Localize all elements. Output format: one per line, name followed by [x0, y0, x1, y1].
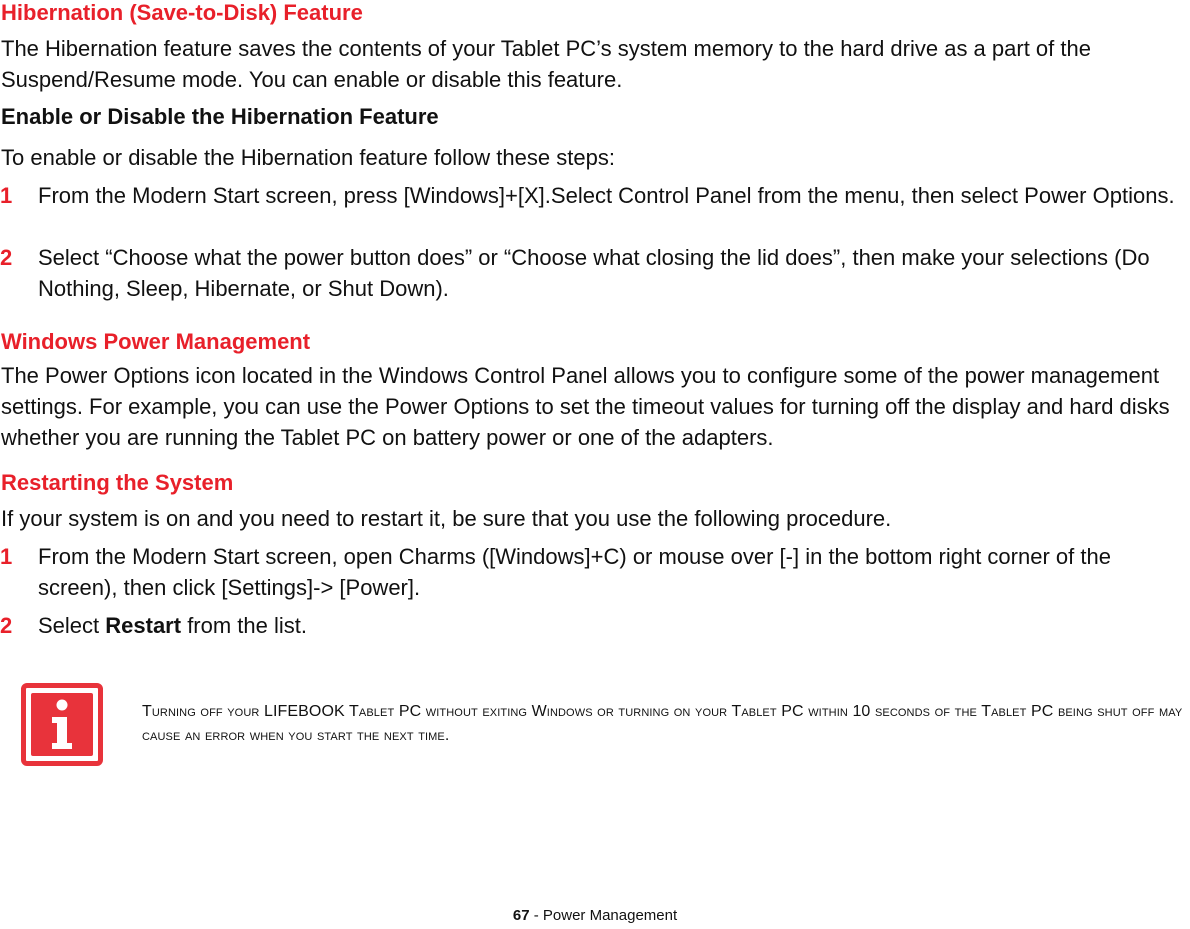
hibernation-intro: To enable or disable the Hibernation feature follow these steps:	[1, 145, 615, 170]
page-number: 67	[512, 907, 530, 924]
step-number: 1	[0, 183, 13, 208]
power-management-body: The Power Options icon located in the Windows Control Panel allows you to configure some of the power management settings. For example, you can use the Power Options to set the timeout values for turning off the display and hard disks whether you are running the Tablet PC on battery power or one of the adapters.	[1, 363, 1170, 450]
step-text-before: Select	[38, 613, 106, 638]
restarting-heading: Restarting the System	[1, 470, 234, 495]
hibernation-step-2	[0, 242, 1188, 304]
page-footer	[0, 906, 1190, 926]
hibernation-body: The Hibernation feature saves the contents of your Tablet PC’s system memory to the hard drive as a part of the Suspend/Resume mode. You can enable or disable this feature.	[1, 36, 1091, 92]
footer-section: Power Management	[542, 907, 678, 924]
step-text: From the Modern Start screen, open Charms ([Windows]+C) or mouse over [-] in the bottom right corner of the screen), then click [Settings]-> [Power].	[38, 544, 1111, 600]
power-management-heading: Windows Power Management	[1, 329, 311, 354]
step-number: 1	[0, 544, 13, 569]
step-text-after: from the list.	[181, 613, 307, 638]
step-text: Select “Choose what the power button does” or “Choose what closing the lid does”, then make your selections (Do Nothing, Sleep, Hibernate, or Shut Down).	[38, 245, 1150, 301]
restart-step-2	[0, 610, 1188, 641]
restarting-intro: If your system is on and you need to restart it, be sure that you use the following procedure.	[1, 506, 892, 531]
restart-option-label: Restart	[105, 613, 182, 638]
hibernation-heading: Hibernation (Save-to-Disk) Feature	[1, 0, 363, 25]
step-number: 2	[0, 613, 13, 638]
step-text	[38, 610, 1188, 641]
step-text: From the Modern Start screen, press [Windows]+[X].Select Control Panel from the menu, then select Power Options.	[38, 183, 1175, 208]
info-icon	[21, 683, 103, 766]
enable-disable-heading: Enable or Disable the Hibernation Feature	[1, 104, 439, 129]
footer-separator: -	[529, 907, 543, 924]
restart-step-1	[0, 541, 1188, 603]
step-number: 2	[0, 245, 13, 270]
hibernation-step-1	[0, 180, 1188, 211]
caution-note-text: Turning off your LIFEBOOK Tablet PC without exiting Windows or turning on your Tablet PC within 10 seconds of the Tablet PC being shut off may cause an error when you start the next time.	[142, 703, 1183, 744]
